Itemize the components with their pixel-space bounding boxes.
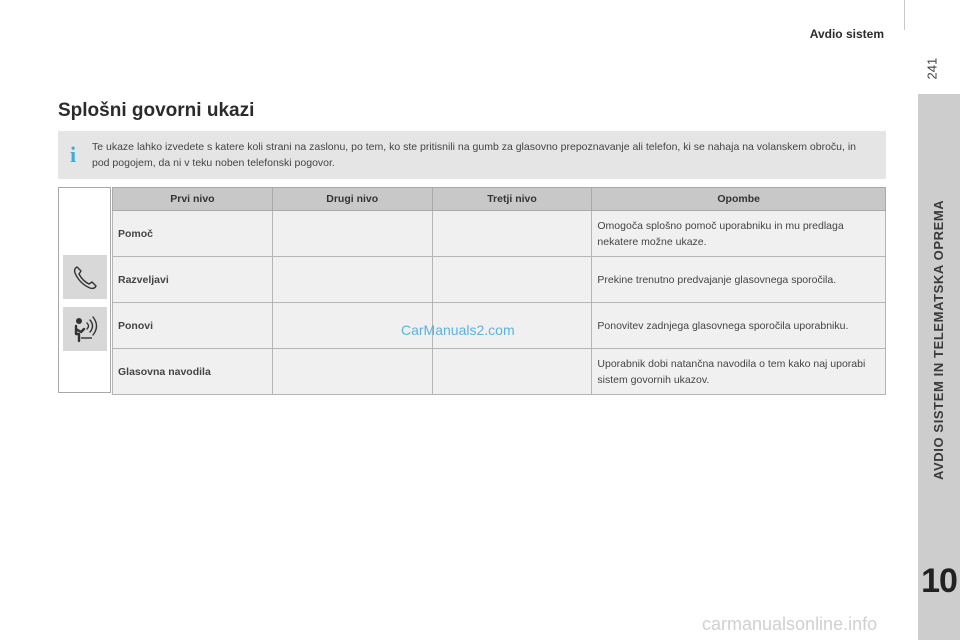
- info-box: [58, 131, 886, 179]
- cell-level2: [272, 211, 432, 257]
- cell-level1: Ponovi: [113, 303, 273, 349]
- cell-note: Ponovitev zadnjega glasovnega sporočila uporabniku.: [592, 303, 886, 349]
- header-notes: Opombe: [592, 188, 886, 211]
- info-text: Te ukaze lahko izvedete s katere koli strani na zaslonu, po tem, ko ste pritisnili na gumb za glasovno prepoznavanje ali telefon, ki se nahaja na volanskem obroču, in pod pogojem, da ni v teku noben telefonski pogovor.: [92, 141, 857, 169]
- table-row: [113, 257, 886, 303]
- watermark-footer: carmanualsonline.info: [702, 614, 878, 634]
- table-row: [113, 211, 886, 257]
- voice-command-icon-box: [63, 307, 107, 351]
- phone-icon-box: [63, 255, 107, 299]
- cell-level3: [432, 211, 592, 257]
- cell-level2: [272, 257, 432, 303]
- info-icon: i: [70, 142, 77, 167]
- phone-icon: [70, 262, 100, 292]
- icon-column: [58, 187, 111, 393]
- cell-level3: [432, 349, 592, 395]
- watermark-center: CarManuals2.com: [401, 322, 515, 338]
- cell-note: Omogoča splošno pomoč uporabniku in mu predlaga nekatere možne ukaze.: [592, 211, 886, 257]
- cell-level2: [272, 349, 432, 395]
- voice-commands-table: [112, 187, 886, 395]
- cell-level1: Glasovna navodila: [113, 349, 273, 395]
- header-level3: Tretji nivo: [432, 188, 592, 211]
- table-header-row: [113, 188, 886, 211]
- section-title: Avdio sistem: [809, 27, 884, 41]
- chapter-label: AVDIO SISTEM IN TELEMATSKA OPREMA: [931, 199, 946, 481]
- chapter-number: 10: [921, 562, 957, 600]
- header-level1: Prvi nivo: [113, 188, 273, 211]
- voice-command-icon: [70, 314, 100, 344]
- cell-note: Prekine trenutno predvajanje glasovnega sporočila.: [592, 257, 886, 303]
- header-rule: [904, 0, 905, 30]
- page-number: 241: [924, 57, 940, 80]
- cell-level1: Pomoč: [113, 211, 273, 257]
- cell-level1: Razveljavi: [113, 257, 273, 303]
- cell-note: Uporabnik dobi natančna navodila o tem kako naj uporabi sistem govornih ukazov.: [592, 349, 886, 395]
- page-title: Splošni govorni ukazi: [58, 100, 255, 121]
- header-level2: Drugi nivo: [272, 188, 432, 211]
- table-row: [113, 349, 886, 395]
- cell-level3: [432, 257, 592, 303]
